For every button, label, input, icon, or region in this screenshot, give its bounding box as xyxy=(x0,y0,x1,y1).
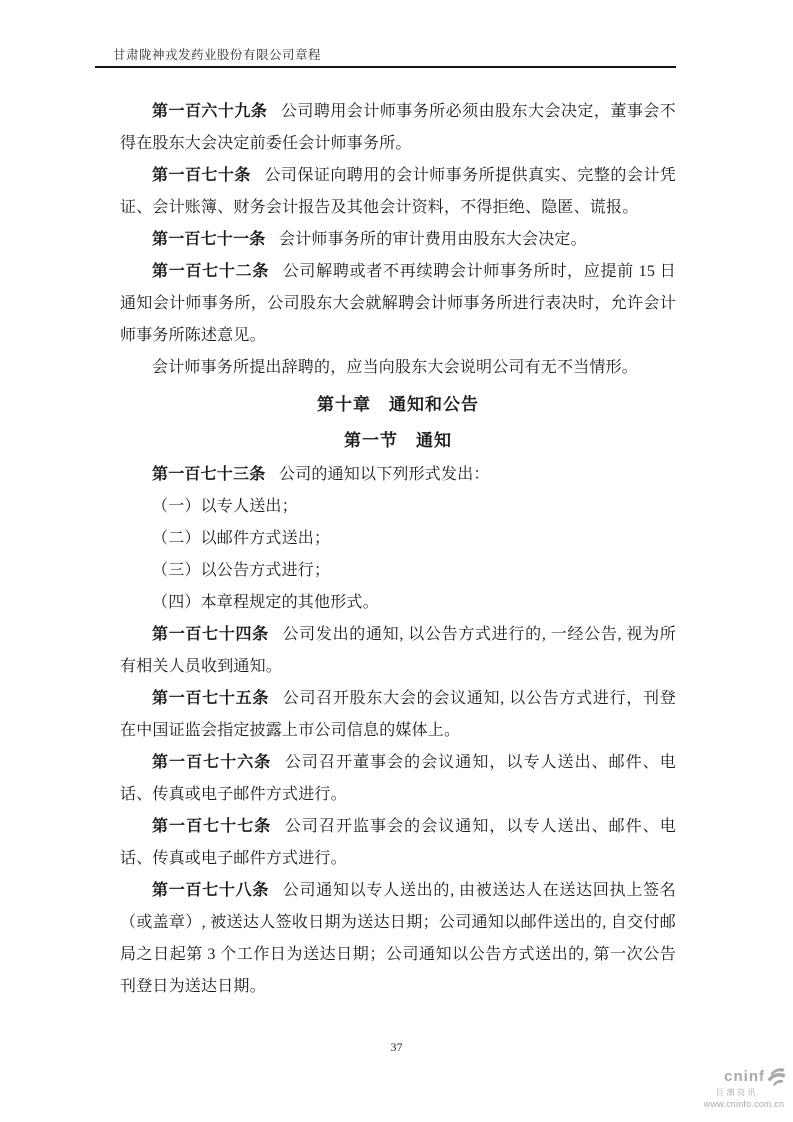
article-number: 第一百七十六条 xyxy=(152,754,272,771)
document-body xyxy=(120,96,676,1003)
paragraph-text: 公司发出的通知, 以公告方式进行的, 一经公告, 视为所有相关人员收到通知。 xyxy=(120,626,677,675)
paragraph-text: 公司聘用会计师事务所必须由股东大会决定，董事会不得在股东大会决定前委任会计师事务所。 xyxy=(120,103,676,152)
heading-text: 第一节 通知 xyxy=(344,431,452,450)
paragraph xyxy=(120,555,676,587)
paragraph xyxy=(120,523,676,555)
swirl-icon xyxy=(766,1066,787,1087)
paragraph-text: 公司通知以专人送出的, 由被送达人在送达回执上签名（或盖章）, 被送达人签收日期为送达日期；公司通知以邮件送出的, 自交付邮局之日起第 3 个工作日为送达日期；公司通知以公告方式送出的, 第一次公告刊登日为送达日期。 xyxy=(120,882,676,995)
article-number: 第一百七十五条 xyxy=(152,690,270,707)
article-paragraph xyxy=(120,459,676,491)
section-heading xyxy=(120,425,676,457)
article-paragraph xyxy=(120,875,676,1003)
chapter-heading xyxy=(120,389,676,421)
logo-url: www.cninfo.com.cn xyxy=(703,1099,785,1109)
paragraph xyxy=(120,352,676,384)
paragraph-text: （四）本章程规定的其他形式。 xyxy=(152,594,379,611)
heading-text: 第十章 通知和公告 xyxy=(317,395,479,414)
paragraph-text: 会计师事务所提出辞聘的，应当向股东大会说明公司有无不当情形。 xyxy=(152,359,639,376)
logo-brand-text: cninf xyxy=(724,1068,765,1085)
paragraph-text: 公司召开监事会的会议通知，以专人送出、邮件、电话、传真或电子邮件方式进行。 xyxy=(120,818,676,867)
article-number: 第一百七十四条 xyxy=(152,626,269,643)
article-paragraph xyxy=(120,619,676,683)
article-number: 第一百六十九条 xyxy=(152,103,268,120)
paragraph xyxy=(120,491,676,523)
article-paragraph xyxy=(120,160,676,224)
article-paragraph xyxy=(120,224,676,256)
paragraph-text: （二）以邮件方式送出； xyxy=(152,530,331,547)
paragraph xyxy=(120,587,676,619)
header-rule xyxy=(95,66,676,68)
paragraph-text: 公司保证向聘用的会计师事务所提供真实、完整的会计凭证、会计账簿、财务会计报告及其他会计资料，不得拒绝、隐匿、谎报。 xyxy=(120,167,676,216)
header-title: 甘肃陇神戎发药业股份有限公司章程 xyxy=(113,48,322,62)
logo-brand-row xyxy=(699,1066,789,1087)
paragraph-text: （一）以专人送出； xyxy=(152,498,298,515)
article-number: 第一百七十七条 xyxy=(152,818,272,835)
logo-subtitle: 巨潮资讯 xyxy=(716,1088,758,1097)
article-paragraph xyxy=(120,683,676,747)
paragraph-text: 公司召开股东大会的会议通知, 以公告方式进行，刊登在中国证监会指定披露上市公司信息的媒体上。 xyxy=(120,690,676,739)
article-paragraph xyxy=(120,811,676,875)
article-paragraph xyxy=(120,747,676,811)
page-number: 37 xyxy=(390,1040,403,1054)
article-number: 第一百七十八条 xyxy=(152,882,270,899)
article-number: 第一百七十条 xyxy=(152,167,251,184)
paragraph-text: （三）以公告方式进行； xyxy=(152,562,331,579)
article-number: 第一百七十二条 xyxy=(152,263,270,280)
article-paragraph xyxy=(120,256,676,352)
paragraph-text: 会计师事务所的审计费用由股东大会决定。 xyxy=(279,231,587,248)
article-number: 第一百七十一条 xyxy=(152,231,266,248)
paragraph-text: 公司解聘或者不再续聘会计师事务所时，应提前 15 日通知会计师事务所，公司股东大会就解聘会计师事务所进行表决时，允许会计师事务所陈述意见。 xyxy=(120,263,676,344)
article-number: 第一百七十三条 xyxy=(152,466,266,483)
paragraph-text: 公司召开董事会的会议通知，以专人送出、邮件、电话、传真或电子邮件方式进行。 xyxy=(120,754,676,803)
cninfo-logo xyxy=(699,1066,789,1109)
article-paragraph xyxy=(120,96,676,160)
paragraph-text: 公司的通知以下列形式发出： xyxy=(279,466,490,483)
